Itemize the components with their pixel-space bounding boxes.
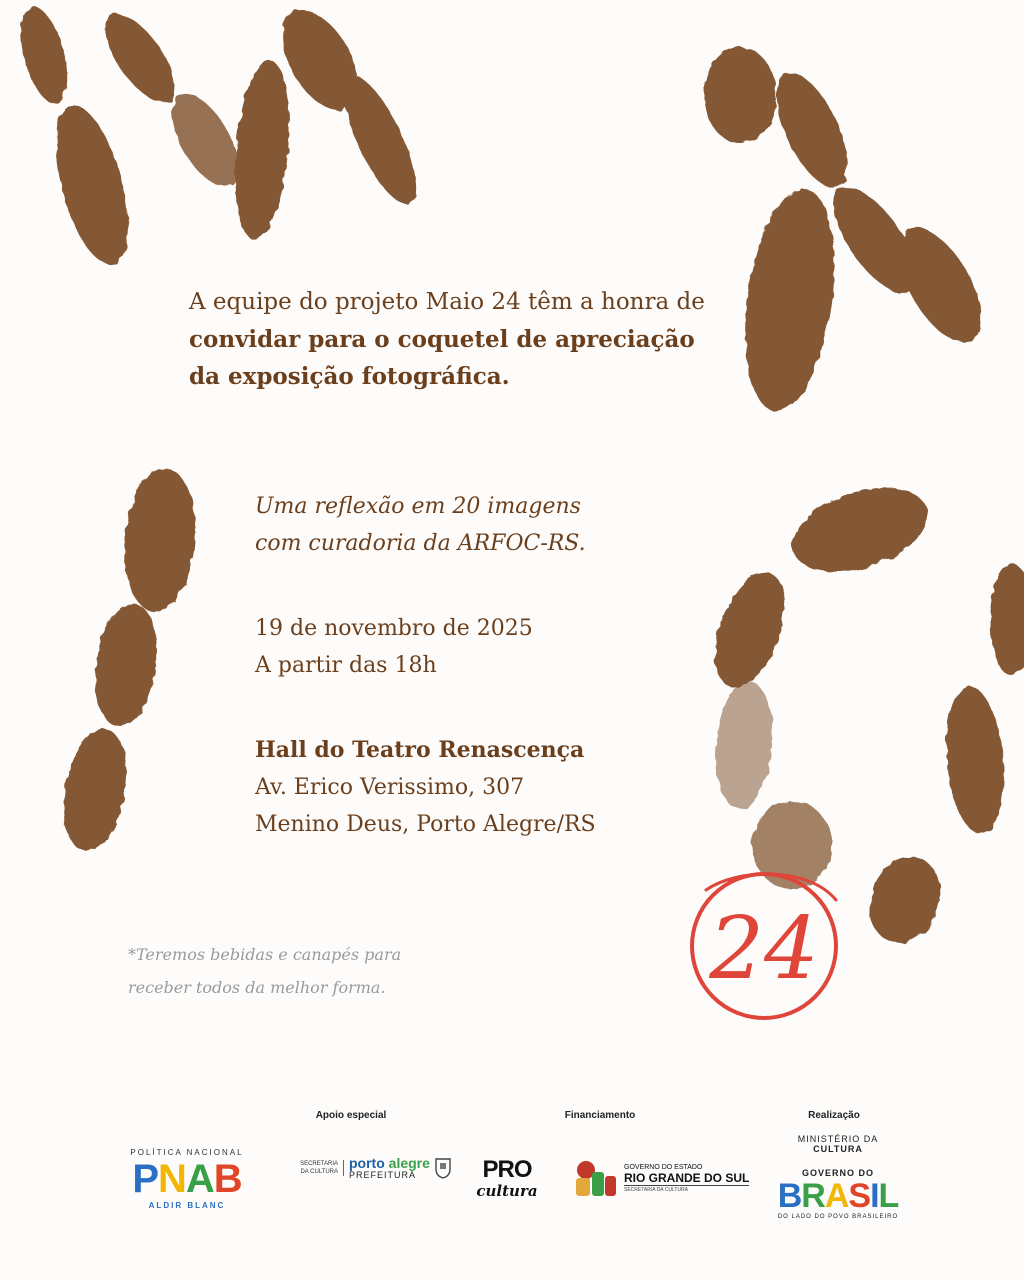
fingerprint-a-3 <box>733 183 847 417</box>
fingerprint-o-6 <box>941 684 1010 836</box>
invitation-intro <box>189 284 749 395</box>
sponsors-footer <box>0 1100 1024 1280</box>
category-realizacao: Realização <box>808 1110 860 1121</box>
event-venue: Hall do Teatro Renascença <box>255 737 585 763</box>
note-line-1: *Teremos bebidas e canapés para <box>128 945 402 964</box>
rs-state-emblem-icon <box>572 1158 618 1198</box>
fingerprint-i-1 <box>119 465 201 615</box>
governo-do-brasil-logo: MINISTÉRIO DA CULTURA GOVERNO DO BRASIL DO LADO DO POVO BRASILEIRO <box>777 1134 899 1220</box>
pnab-logo: POLÍTICA NACIONAL PNAB ALDIR BLANC <box>130 1148 244 1210</box>
tagline-line-1: Uma reflexão em 20 imagens <box>255 494 581 519</box>
category-apoio-especial: Apoio especial <box>315 1110 387 1121</box>
rio-grande-do-sul-logo: GOVERNO DO ESTADO RIO GRANDE DO SUL SECRETARIA DA CULTURA <box>572 1158 749 1198</box>
venue-address-line-1: Av. Erico Verissimo, 307 <box>255 775 525 800</box>
fingerprint-a-1 <box>704 47 776 143</box>
badge-number: 24 <box>709 899 819 999</box>
fingerprint-o-5 <box>858 847 952 953</box>
event-time: A partir das 18h <box>255 653 437 678</box>
intro-line-1: A equipe do projeto Maio 24 têm a honra de <box>189 289 705 315</box>
fingerprint-o-3 <box>711 679 778 811</box>
intro-line-2: convidar para o coquetel de apreciação <box>189 326 695 353</box>
venue-address-line-2: Menino Deus, Porto Alegre/RS <box>255 812 596 837</box>
note-line-2: receber todos da melhor forma. <box>128 978 386 997</box>
fingerprint-o-1 <box>782 472 939 588</box>
refreshments-note <box>128 938 468 1004</box>
fingerprint-i-2 <box>88 599 165 730</box>
maio-24-badge <box>678 860 850 1032</box>
fingerprint-m-2 <box>42 98 142 272</box>
fingerprint-m-7 <box>330 67 429 212</box>
fingerprint-m-1 <box>12 2 77 109</box>
fingerprint-o-7 <box>990 564 1024 676</box>
fingerprint-i-3 <box>55 724 136 857</box>
fingerprint-m-3 <box>92 3 188 113</box>
porto-alegre-logo: SECRETARIA DA CULTURA porto alegre PREFEITURA <box>300 1156 452 1180</box>
tagline-line-2: com curadoria da ARFOC-RS. <box>255 531 586 556</box>
fingerprint-o-2 <box>701 563 798 696</box>
event-date: 19 de novembro de 2025 <box>255 616 533 641</box>
intro-line-3: da exposição fotográfica. <box>189 363 510 390</box>
event-details <box>255 488 685 843</box>
fingerprint-m-5 <box>228 58 295 242</box>
pro-cultura-logo: PRO cultura <box>476 1156 538 1200</box>
category-financiamento: Financiamento <box>564 1110 636 1121</box>
city-crest-icon <box>434 1157 452 1179</box>
fingerprint-a-2 <box>762 63 862 197</box>
